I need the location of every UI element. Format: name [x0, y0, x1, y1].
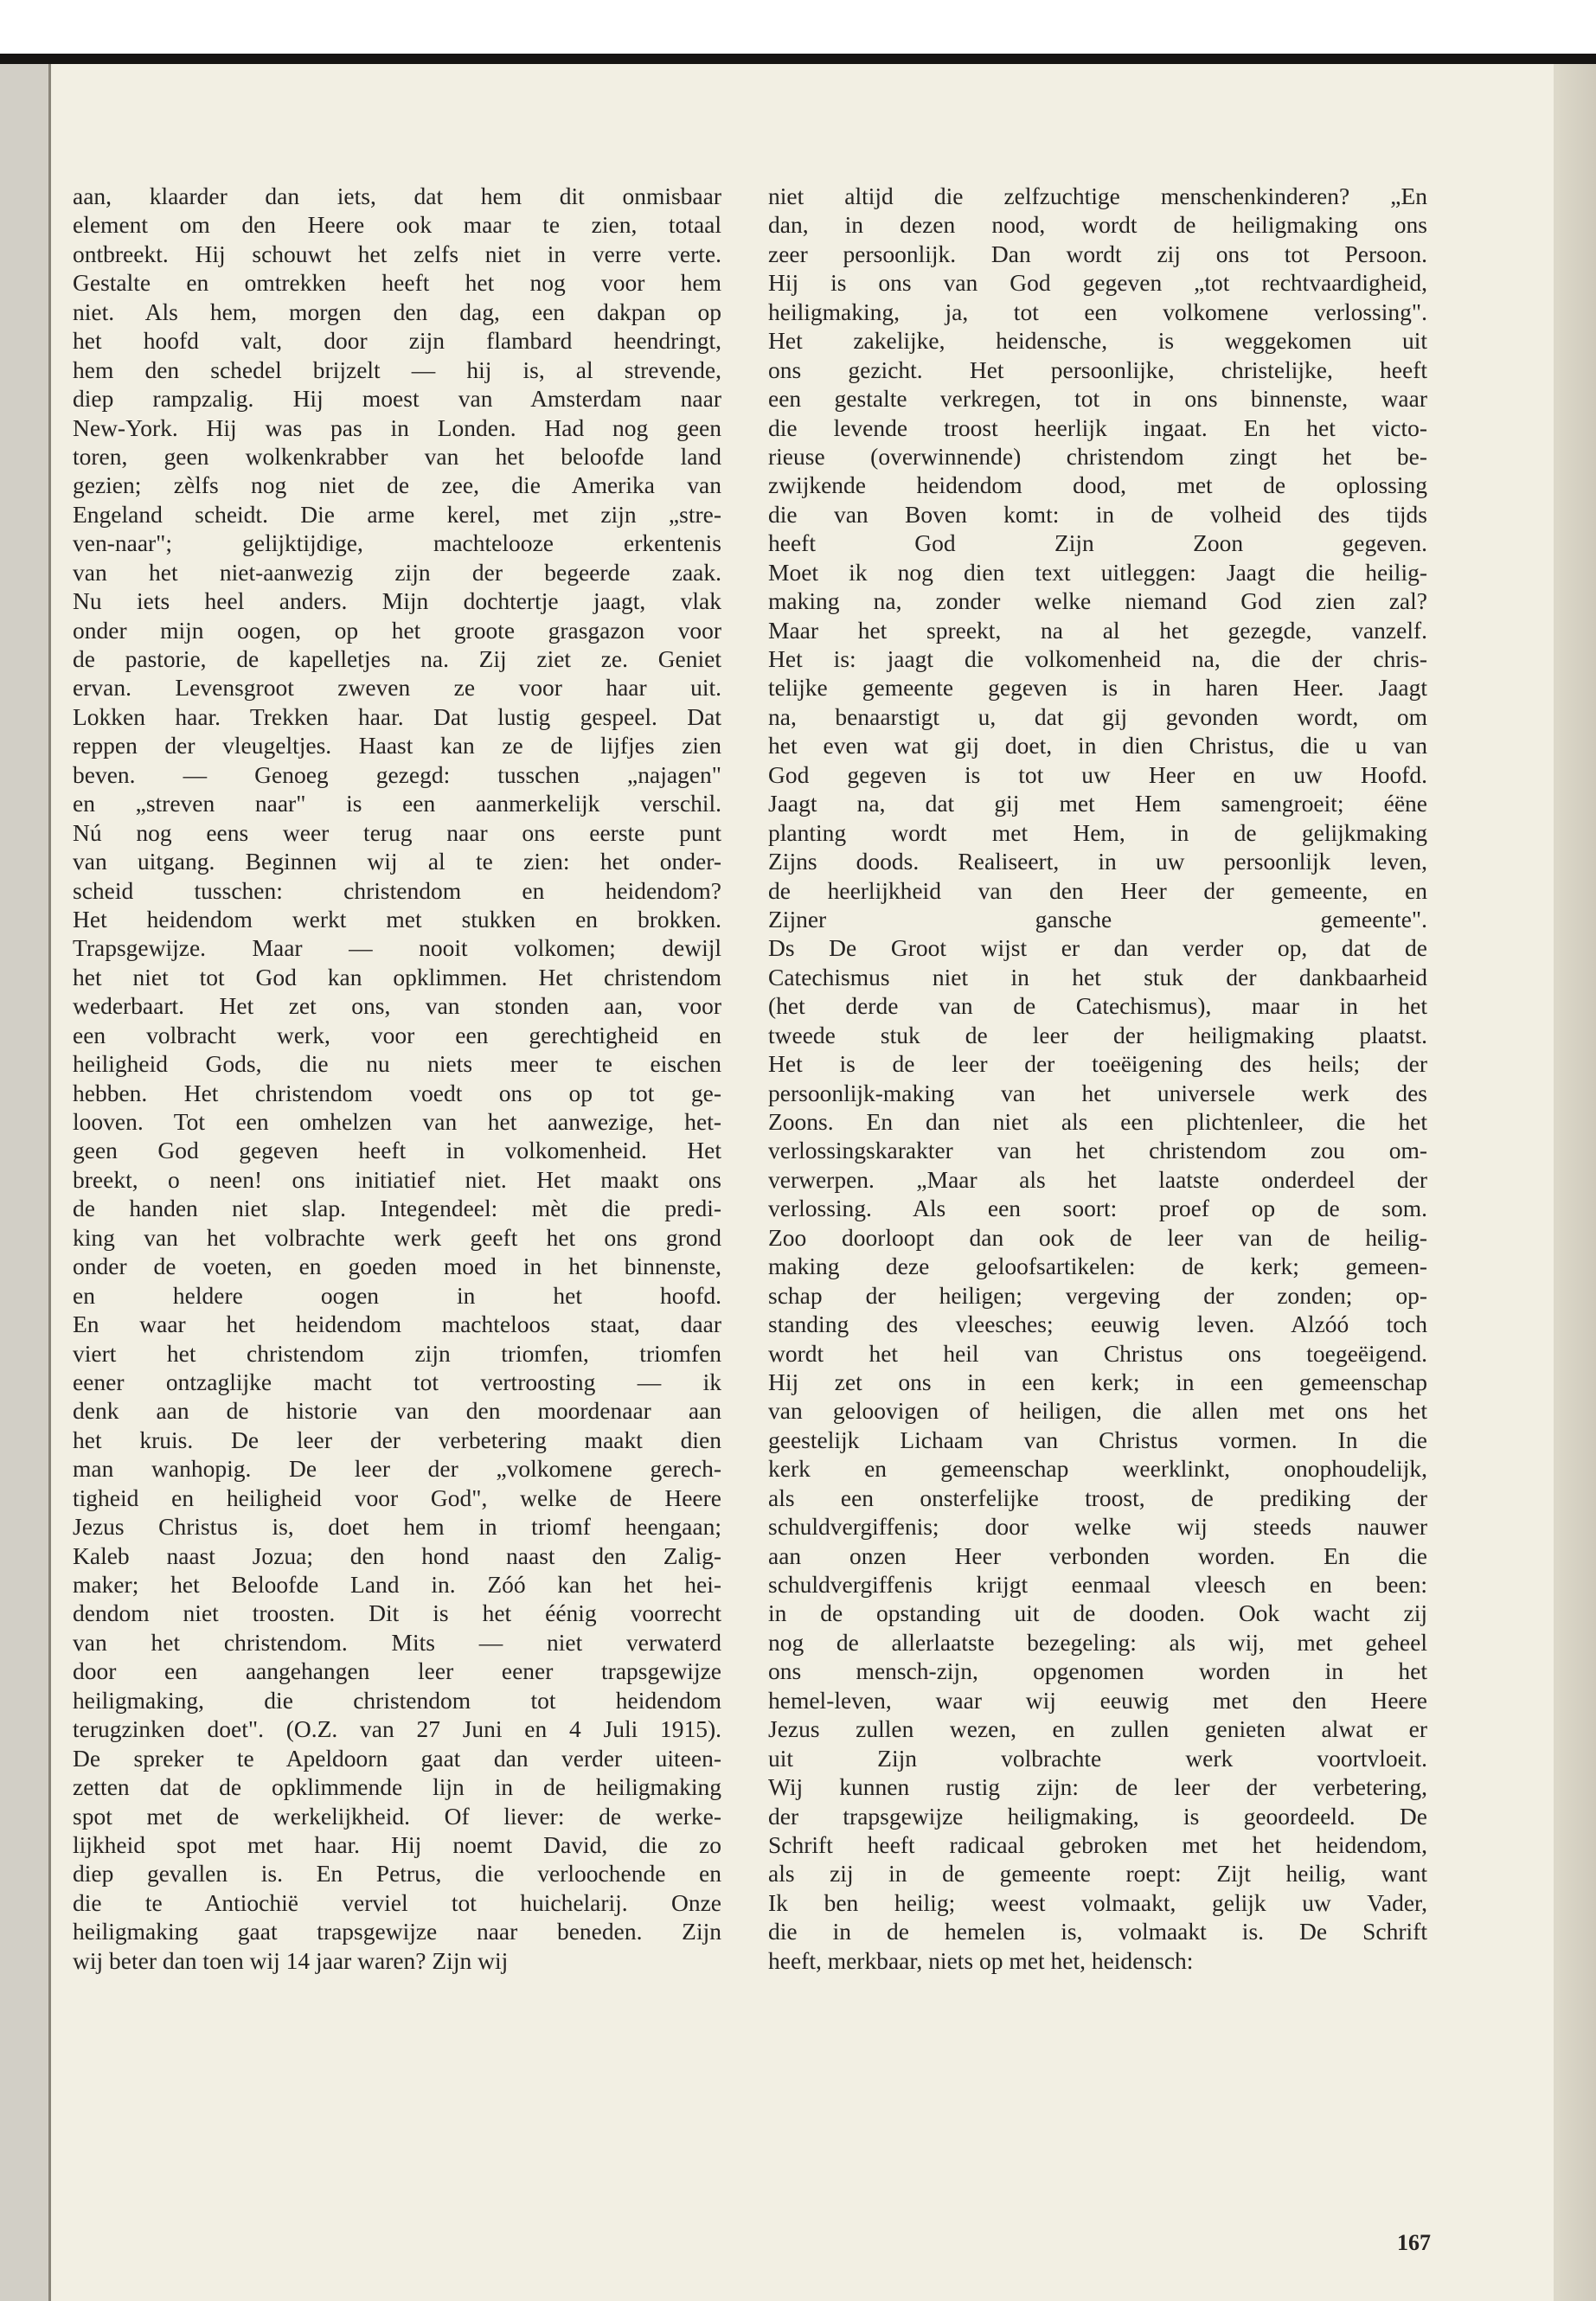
text-line: reppen der vleugeltjes. Haast kan ze de lijfjes zien [73, 732, 721, 760]
text-line: Wij kunnen rustig zijn: de leer der verbetering, [768, 1773, 1427, 1801]
text-line: lijkheid spot met haar. Hij noemt David, die zo [73, 1830, 721, 1858]
text-line: heeft God Zijn Zoon gegeven. [768, 529, 1427, 557]
text-line: der trapsgewijze heiligmaking, is geoordeeld. De [768, 1802, 1427, 1830]
text-line: heiligheid Gods, die nu niets meer te eischen [73, 1050, 721, 1078]
text-line: verwerpen. „Maar als het laatste onderdeel der [768, 1165, 1427, 1193]
text-line: toren, geen wolkenkrabber van het beloofde land [73, 442, 721, 470]
page-spine [48, 64, 51, 2301]
text-line: Nú nog eens weer terug naar ons eerste punt [73, 818, 721, 846]
text-line: Zijner gansche gemeente". [768, 905, 1427, 933]
text-line: looven. Tot een omhelzen van het aanwezige, het- [73, 1108, 721, 1135]
text-line: beven. — Genoeg gezegd: tusschen „najagen" [73, 760, 721, 788]
text-line: schuldvergiffenis; door welke wij steeds nauwer [768, 1513, 1427, 1541]
text-line: spot met de werkelijkheid. Of liever: de werke- [73, 1802, 721, 1830]
text-line: als zij in de gemeente roept: Zijt heilig, want [768, 1860, 1427, 1888]
text-line: planting wordt met Hem, in de gelijkmaking [768, 818, 1427, 846]
text-line: En waar het heidendom machteloos staat, daar [73, 1311, 721, 1338]
text-line: van uitgang. Beginnen wij al te zien: het onder- [73, 848, 721, 875]
text-line: Trapsgewijze. Maar — nooit volkomen; dewijl [73, 934, 721, 962]
text-line: king van het volbrachte werk geeft het ons grond [73, 1223, 721, 1251]
text-line: telijke gemeente gegeven is in haren Heer. Jaagt [768, 674, 1427, 702]
text-line: Zijns doods. Realiseert, in uw persoonlijk leven, [768, 848, 1427, 875]
text-line: door een aangehangen leer eener trapsgewijze [73, 1657, 721, 1685]
text-line: het kruis. De leer der verbetering maakt dien [73, 1426, 721, 1453]
text-line: standing des vleesches; eeuwig leven. Alzóó toch [768, 1311, 1427, 1338]
text-line: de handen niet slap. Integendeel: mèt die predi- [73, 1195, 721, 1222]
text-line: die levende troost heerlijk ingaat. En het victo- [768, 413, 1427, 441]
text-line: Nu iets heel anders. Mijn dochtertje jaagt, vlak [73, 587, 721, 615]
text-line: wederbaart. Het zet ons, van stonden aan, voor [73, 992, 721, 1020]
text-line: element om den Heere ook maar te zien, totaal [73, 211, 721, 239]
text-line: scheid tusschen: christendom en heidendom? [73, 876, 721, 904]
text-line: terugzinken doet". (O.Z. van 27 Juni en 4 Juli 1915). [73, 1715, 721, 1743]
text-line: Jaagt na, dat gij met Hem samengroeit; éëne [768, 790, 1427, 817]
text-line: Kaleb naast Jozua; den hond naast den Zalig- [73, 1541, 721, 1569]
text-line: New-York. Hij was pas in Londen. Had nog geen [73, 413, 721, 441]
text-line: Hij zet ons in een kerk; in een gemeenschap [768, 1368, 1427, 1395]
scanner-top-border [0, 54, 1596, 64]
text-line: ervan. Levensgroot zweven ze voor haar uit. [73, 674, 721, 702]
text-line: ven-naar"; gelijktijdige, machtelooze erkentenis [73, 529, 721, 557]
text-line: aan, klaarder dan iets, dat hem dit onmisbaar [73, 183, 721, 209]
text-line: nog de allerlaatste bezegeling: als wij, met geheel [768, 1628, 1427, 1656]
text-line: viert het christendom zijn triomfen, triomfen [73, 1339, 721, 1367]
text-line: maker; het Beloofde Land in. Zóó kan het hei- [73, 1571, 721, 1598]
text-line: heiligmaking, ja, tot een volkomene verlossing". [768, 298, 1427, 325]
text-line: het niet tot God kan opklimmen. Het christendom [73, 963, 721, 990]
right-column [768, 182, 1427, 1975]
text-line: dan, in dezen nood, wordt de heiligmaking ons [768, 211, 1427, 239]
text-line: verlossingskarakter van het christendom zou om- [768, 1137, 1427, 1164]
text-line: wij beter dan toen wij 14 jaar waren? Zijn wij [73, 1946, 509, 1974]
text-line: onder de voeten, en goeden moed in het binnenste, [73, 1253, 721, 1280]
text-line: die te Antiochië verviel tot huichelarij. Onze [73, 1888, 721, 1916]
text-line: rieuse (overwinnende) christendom zingt het be- [768, 442, 1427, 470]
text-line: zwijkende heidendom dood, met de oplossing [768, 471, 1427, 499]
text-line: Het is: jaagt die volkomenheid na, die der chris- [768, 645, 1427, 672]
text-line: onder mijn oogen, op het groote grasgazon voor [73, 616, 721, 644]
text-line: het even wat gij doet, in dien Christus, die u van [768, 732, 1427, 760]
text-line: in de opstanding uit de dooden. Ook wacht zij [768, 1599, 1427, 1627]
text-line: tweede stuk de leer der heiligmaking plaatst. [768, 1021, 1427, 1048]
text-line: uit Zijn volbrachte werk voortvloeit. [768, 1744, 1427, 1772]
text-line: geestelijk Lichaam van Christus vormen. In die [768, 1426, 1427, 1453]
text-line: kerk en gemeenschap weerklinkt, onophoudelijk, [768, 1455, 1427, 1483]
text-line: die in de hemelen is, volmaakt is. De Schrift [768, 1918, 1427, 1945]
text-line: geen God gegeven heeft in volkomenheid. Het [73, 1137, 721, 1164]
text-line: Schrift heeft radicaal gebroken met het heidendom, [768, 1830, 1427, 1858]
text-line: Zoo doorloopt dan ook de leer van de heilig- [768, 1223, 1427, 1251]
text-line: De spreker te Apeldoorn gaat dan verder uiteen- [73, 1744, 721, 1772]
text-line: van het christendom. Mits — niet verwaterd [73, 1628, 721, 1656]
text-line: Ik ben heilig; weest volmaakt, gelijk uw Vader, [768, 1888, 1427, 1916]
page-number: 167 [1397, 2230, 1431, 2255]
text-line: Moet ik nog dien text uitleggen: Jaagt die heilig- [768, 558, 1427, 586]
text-line: niet. Als hem, morgen den dag, een dakpan op [73, 298, 721, 325]
text-line: ons gezicht. Het persoonlijke, christelijke, heeft [768, 356, 1427, 383]
text-line: Ds De Groot wijst er dan verder op, dat de [768, 934, 1427, 962]
text-line: heiligmaking, die christendom tot heidendom [73, 1686, 721, 1714]
text-line: en heldere oogen in het hoofd. [73, 1281, 721, 1309]
text-line: een volbracht werk, voor een gerechtigheid en [73, 1021, 721, 1048]
text-line: Het heidendom werkt met stukken en brokken. [73, 905, 721, 933]
text-line: schap der heiligen; vergeving der zonden; op- [768, 1281, 1427, 1309]
text-line: schuldvergiffenis krijgt eenmaal vleesch en been: [768, 1571, 1427, 1598]
text-line: tigheid en heiligheid voor God", welke de Heere [73, 1484, 721, 1511]
text-line: Jezus Christus is, doet hem in triomf heengaan; [73, 1513, 721, 1541]
text-line: diep rampzalig. Hij moest van Amsterdam naar [73, 385, 721, 413]
text-line: persoonlijk-making van het universele werk des [768, 1079, 1427, 1106]
text-line: aan onzen Heer verbonden worden. En die [768, 1541, 1427, 1569]
text-line: Gestalte en omtrekken heeft het nog voor hem [73, 269, 721, 297]
text-line: wordt het heil van Christus ons toegeëigend. [768, 1339, 1427, 1367]
text-line: Het is de leer der toeëigening des heils; der [768, 1050, 1427, 1078]
text-line: gezien; zèlfs nog niet de zee, die Amerika van [73, 471, 721, 499]
text-line: ons mensch-zijn, opgenomen worden in het [768, 1657, 1427, 1685]
text-line: zeer persoonlijk. Dan wordt zij ons tot Persoon. [768, 240, 1427, 267]
text-line: breekt, o neen! ons initiatief niet. Het maakt ons [73, 1165, 721, 1193]
text-line: Jezus zullen wezen, en zullen genieten alwat er [768, 1715, 1427, 1743]
text-line: Zoons. En dan niet als een plichtenleer, die het [768, 1108, 1427, 1135]
right-page-edge [1554, 64, 1596, 2301]
text-line: en „streven naar" is een aanmerkelijk verschil. [73, 790, 721, 817]
text-line: als een onsterfelijke troost, de prediking der [768, 1484, 1427, 1511]
text-line: making na, zonder welke niemand God zien zal? [768, 587, 1427, 615]
text-line: een gestalte verkregen, tot in ons binnenste, waar [768, 385, 1427, 413]
text-line: Engeland scheidt. Die arme kerel, met zijn „stre- [73, 500, 721, 528]
text-line: de heerlijkheid van den Heer der gemeente, en [768, 876, 1427, 904]
text-line: heeft, merkbaar, niets op met het, heidensch: [768, 1946, 1194, 1974]
text-line: de pastorie, de kapelletjes na. Zij ziet ze. Geniet [73, 645, 721, 672]
text-line: Het zakelijke, heidensche, is weggekomen uit [768, 327, 1427, 355]
text-line: zetten dat de opklimmende lijn in de heiligmaking [73, 1773, 721, 1801]
text-line: making deze geloofsartikelen: de kerk; gemeen- [768, 1253, 1427, 1280]
text-line: diep gevallen is. En Petrus, die verloochende en [73, 1860, 721, 1888]
text-line: na, benaarstigt u, dat gij gevonden wordt, om [768, 702, 1427, 730]
text-line: van het niet-aanwezig zijn der begeerde zaak. [73, 558, 721, 586]
text-line: Lokken haar. Trekken haar. Dat lustig gespeel. Dat [73, 702, 721, 730]
text-line: Hij is ons van God gegeven „tot rechtvaardigheid, [768, 269, 1427, 297]
text-line: God gegeven is tot uw Heer en uw Hoofd. [768, 760, 1427, 788]
text-line: man wanhopig. De leer der „volkomene gerech- [73, 1455, 721, 1483]
text-line: eener ontzaglijke macht tot vertroosting — ik [73, 1368, 721, 1395]
text-line: hem den schedel brijzelt — hij is, al strevende, [73, 356, 721, 383]
text-line: denk aan de historie van den moordenaar aan [73, 1397, 721, 1425]
left-column [73, 182, 721, 1975]
text-line: heiligmaking gaat trapsgewijze naar beneden. Zijn [73, 1918, 721, 1945]
text-line: hemel-leven, waar wij eeuwig met den Heere [768, 1686, 1427, 1714]
text-line: het hoofd valt, door zijn flambard heendringt, [73, 327, 721, 355]
text-line: dendom niet troosten. Dit is het éénig voorrecht [73, 1599, 721, 1627]
book-page-edge [0, 64, 48, 2301]
text-line: hebben. Het christendom voedt ons op tot ge- [73, 1079, 721, 1106]
text-line: Catechismus niet in het stuk der dankbaarheid [768, 963, 1427, 990]
text-line: niet altijd die zelfzuchtige menschenkinderen? „En [768, 183, 1427, 209]
text-line: van geloovigen of heiligen, die allen met ons het [768, 1397, 1427, 1425]
text-line: verlossing. Als een soort: proef op de som. [768, 1195, 1427, 1222]
text-line: (het derde van de Catechismus), maar in het [768, 992, 1427, 1020]
text-line: die van Boven komt: in de volheid des tijds [768, 500, 1427, 528]
text-line: ontbreekt. Hij schouwt het zelfs niet in verre verte. [73, 240, 721, 267]
text-line: Maar het spreekt, na al het gezegde, vanzelf. [768, 616, 1427, 644]
